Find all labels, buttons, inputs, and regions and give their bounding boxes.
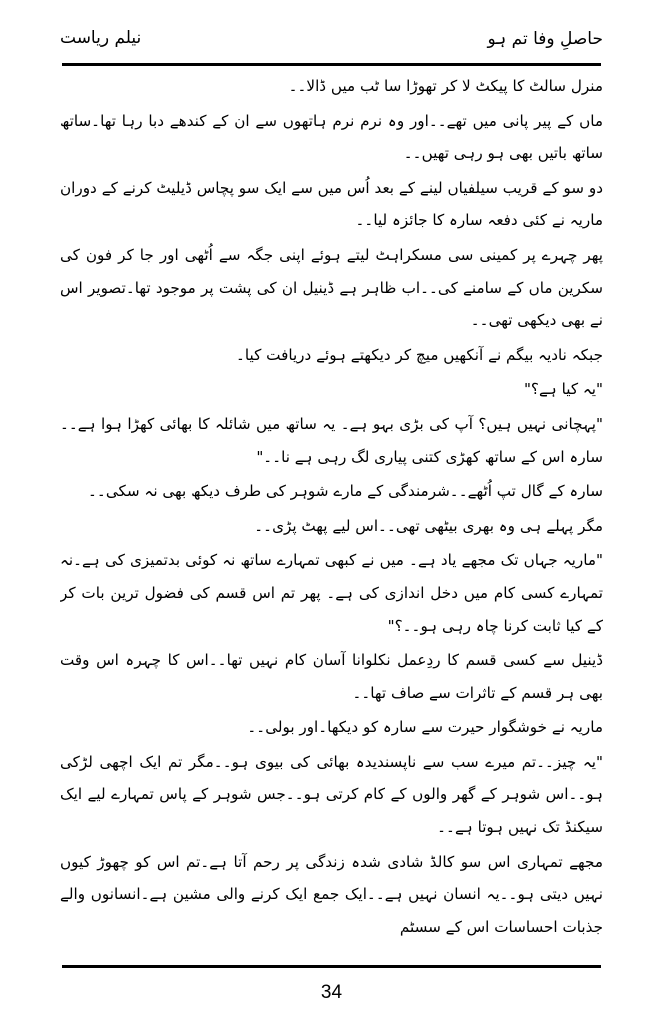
page-header — [60, 28, 603, 58]
paragraph: "یہ چیز۔۔تم میرے سب سے ناپسندیدہ بھائی کی بیوی ہو۔۔مگر تم ایک اچھی لڑکی ہو۔۔اس شوہر کے گھر والوں کے کام کرتی ہو۔۔جس شوہر کے پاس تمہارے لیے ایک سیکنڈ تک نہیں ہوتا ہے۔۔ — [60, 752, 603, 837]
paragraph: "یہ کیا ہے؟" — [523, 380, 603, 399]
book-title: حاصلِ وفا تم ہو — [487, 29, 603, 49]
header-rule — [62, 63, 601, 66]
paragraph: سارہ کے گال تپ اُٹھے۔۔شرمندگی کے مارے شوہر کی طرف دیکھ بھی نہ سکی۔۔ — [88, 482, 603, 501]
paragraph: ماریہ نے خوشگوار حیرت سے سارہ کو دیکھا۔اور بولی۔۔ — [247, 718, 603, 737]
page-number: 34 — [320, 982, 343, 1003]
paragraph: مگر پہلے ہی وہ بھری بیٹھی تھی۔۔اس لیے پھٹ پڑی۔۔ — [254, 516, 603, 535]
paragraph: "ماریہ جہاں تک مجھے یاد ہے۔ میں نے کبھی تمہارے ساتھ نہ کوئی بدتمیزی کی ہے۔نہ تمہارے کسی کام میں دخل اندازی کی ہے۔ پھر تم اس قسم کی فضول ترین بات کر کے کیا ثابت کرنا چاہ رہی ہو۔۔؟" — [60, 551, 603, 635]
paragraph: جبکہ نادیہ بیگم نے آنکھیں میچ کر دیکھتے ہوئے دریافت کیا۔ — [235, 345, 603, 364]
paragraph: ڈینیل سے کسی قسم کا ردِعمل نکلوانا آسان کام نہیں تھا۔۔اس کا چہرہ اس وقت بھی ہر قسم کے تاثرات سے صاف تھا۔۔ — [60, 651, 603, 702]
paragraph: "پہچانی نہیں ہیں؟ آپ کی بڑی بہو ہے۔ یہ ساتھ میں شائلہ کا بھائی کھڑا ہوا ہے۔۔سارہ اس کے ساتھ کھڑی کتنی پیاری لگ رہی ہے نا۔۔" — [60, 414, 603, 466]
paragraph: مجھے تمہاری اس سو کالڈ شادی شدہ زندگی پر رحم آتا ہے۔تم اس کو چھوڑ کیوں نہیں دیتی ہو۔۔یہ انسان نہیں ہے۔۔ایک جمع ایک کرنے والی مشین ہے۔انسانوں والے جذبات احساسات اس کے سسٹم — [60, 852, 603, 936]
paragraph: پھر چہرے پر کمینی سی مسکراہٹ لیتے ہوئے اپنی جگہ سے اُٹھی اور جا کر فون کی سکرین ماں کے سامنے کی۔۔اب ظاہر ہے ڈینیل ان کی پشت پر موجود تھا۔تصویر اس نے بھی دیکھی تھی۔۔ — [60, 245, 603, 330]
paragraph: دو سو کے قریب سیلفیاں لینے کے بعد اُس میں سے ایک سو پچاس ڈیلیٹ کرنے کے دوران ماریہ نے کئی دفعہ سارہ کا جائزہ لیا۔۔ — [60, 178, 603, 230]
author-name: نیلم ریاست — [60, 28, 142, 48]
footer-rule — [62, 965, 601, 968]
paragraph: منرل سالٹ کا پیکٹ لا کر تھوڑا سا ٹب میں ڈالا۔۔ — [288, 77, 603, 95]
paragraph: ماں کے پیر پانی میں تھے۔۔اور وہ نرم نرم ہاتھوں سے ان کے کندھے دبا رہا تھا۔ساتھ ساتھ باتیں بھی ہو رہی تھیں۔۔ — [60, 111, 603, 163]
body-text — [60, 70, 603, 960]
